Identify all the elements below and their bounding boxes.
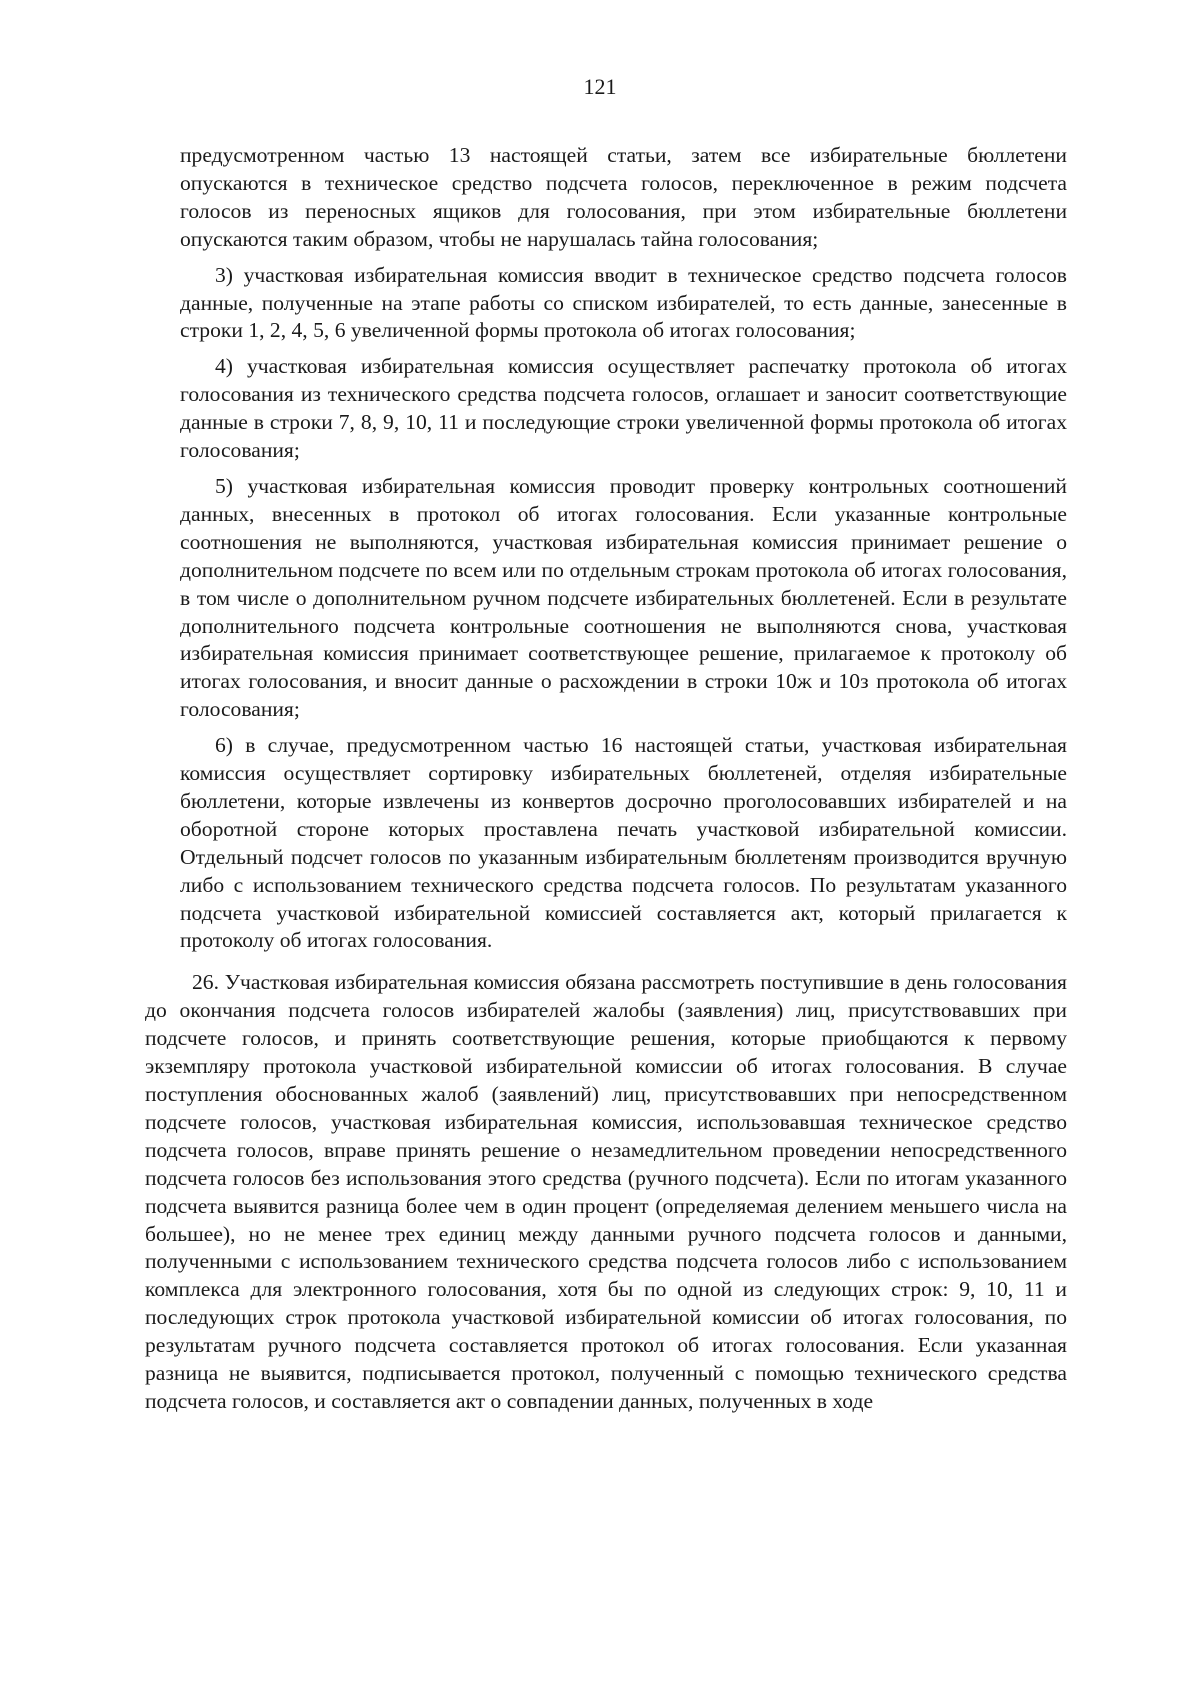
list-item-3: 3) участковая избирательная комиссия вводит в техническое средство подсчета голосов данные, полученные на этапе работы со списком избирателей, то есть данные, занесенные в строки 1, 2, 4, 5, 6 увеличенной формы протокола об итогах голосования; bbox=[180, 262, 1067, 343]
list-item-4: 4) участковая избирательная комиссия осуществляет распечатку протокола об итогах голосования из технического средства подсчета голосов, оглашает и заносит соответствующие данные в строки 7, 8, 9, 10, 11 и последующие строки увеличенной формы протокола об итогах голосования; bbox=[180, 354, 1067, 463]
document-body bbox=[145, 142, 1067, 1416]
paragraph-section-26: 26. Участковая избирательная комиссия обязана рассмотреть поступившие в день голосования до окончания подсчета голосов избирателей жалобы (заявления) лиц, присутствовавших при подсчете голосов, и принять соответствующие решения, которые приобщаются к первому экземпляру протокола участковой избирательной комиссии об итогах голосования. В случае поступления обоснованных жалоб (заявлений) лиц, присутствовавших при непосредственном подсчете голосов, участковая избирательная комиссия, использовавшая техническое средство подсчета голосов, вправе принять решение о незамедлительном проведении непосредственного подсчета голосов без использования этого средства (ручного подсчета). Если по итогам указанного подсчета выявится разница более чем в один процент (определяемая делением меньшего числа на большее), но не менее трех единиц между данными ручного подсчета голосов и данными, полученными с использованием технического средства подсчета голосов либо с использованием комплекса для электронного голосования, хотя бы по одной из следующих строк: 9, 10, 11 и последующих строк протокола участковой избирательной комиссии об итогах голосования, по результатам ручного подсчета составляется протокол об итогах голосования. Если указанная разница не выявится, подписывается протокол, полученный с помощью технического средства подсчета голосов, и составляется акт о совпадении данных, полученных в ходе bbox=[145, 970, 1067, 1413]
page-number: 121 bbox=[583, 74, 617, 99]
list-item-5: 5) участковая избирательная комиссия проводит проверку контрольных соотношений данных, внесенных в протокол об итогах голосования. Если указанные контрольные соотношения не выполняются, участковая избирательная комиссия принимает решение о дополнительном подсчете по всем или по отдельным строкам протокола об итогах голосования, в том числе о дополнительном ручном подсчете избирательных бюллетеней. Если в результате дополнительного подсчета контрольные соотношения не выполняются снова, участковая избирательная комиссия принимает соответствующее решение, прилагаемое к протоколу об итогах голосования, и вносит данные о расхождении в строки 10ж и 10з протокола об итогах голосования; bbox=[180, 473, 1067, 722]
list-item-6: 6) в случае, предусмотренном частью 16 настоящей статьи, участковая избирательная комиссия осуществляет сортировку избирательных бюллетеней, отделяя избирательные бюллетени, которые извлечены из конвертов досрочно проголосовавших избирателей и на оборотной стороне которых проставлена печать участковой избирательной комиссии. Отдельный подсчет голосов по указанным избирательным бюллетеням производится вручную либо с использованием технического средства подсчета голосов. По результатам указанного подсчета участковой избирательной комиссией составляется акт, который прилагается к протоколу об итогах голосования. bbox=[180, 733, 1067, 953]
paragraph-continuation: предусмотренном частью 13 настоящей статьи, затем все избирательные бюллетени опускаются в техническое средство подсчета голосов, переключенное в режим подсчета голосов из переносных ящиков для голосования, при этом избирательные бюллетени опускаются таким образом, чтобы не нарушалась тайна голосования; bbox=[180, 143, 1067, 251]
